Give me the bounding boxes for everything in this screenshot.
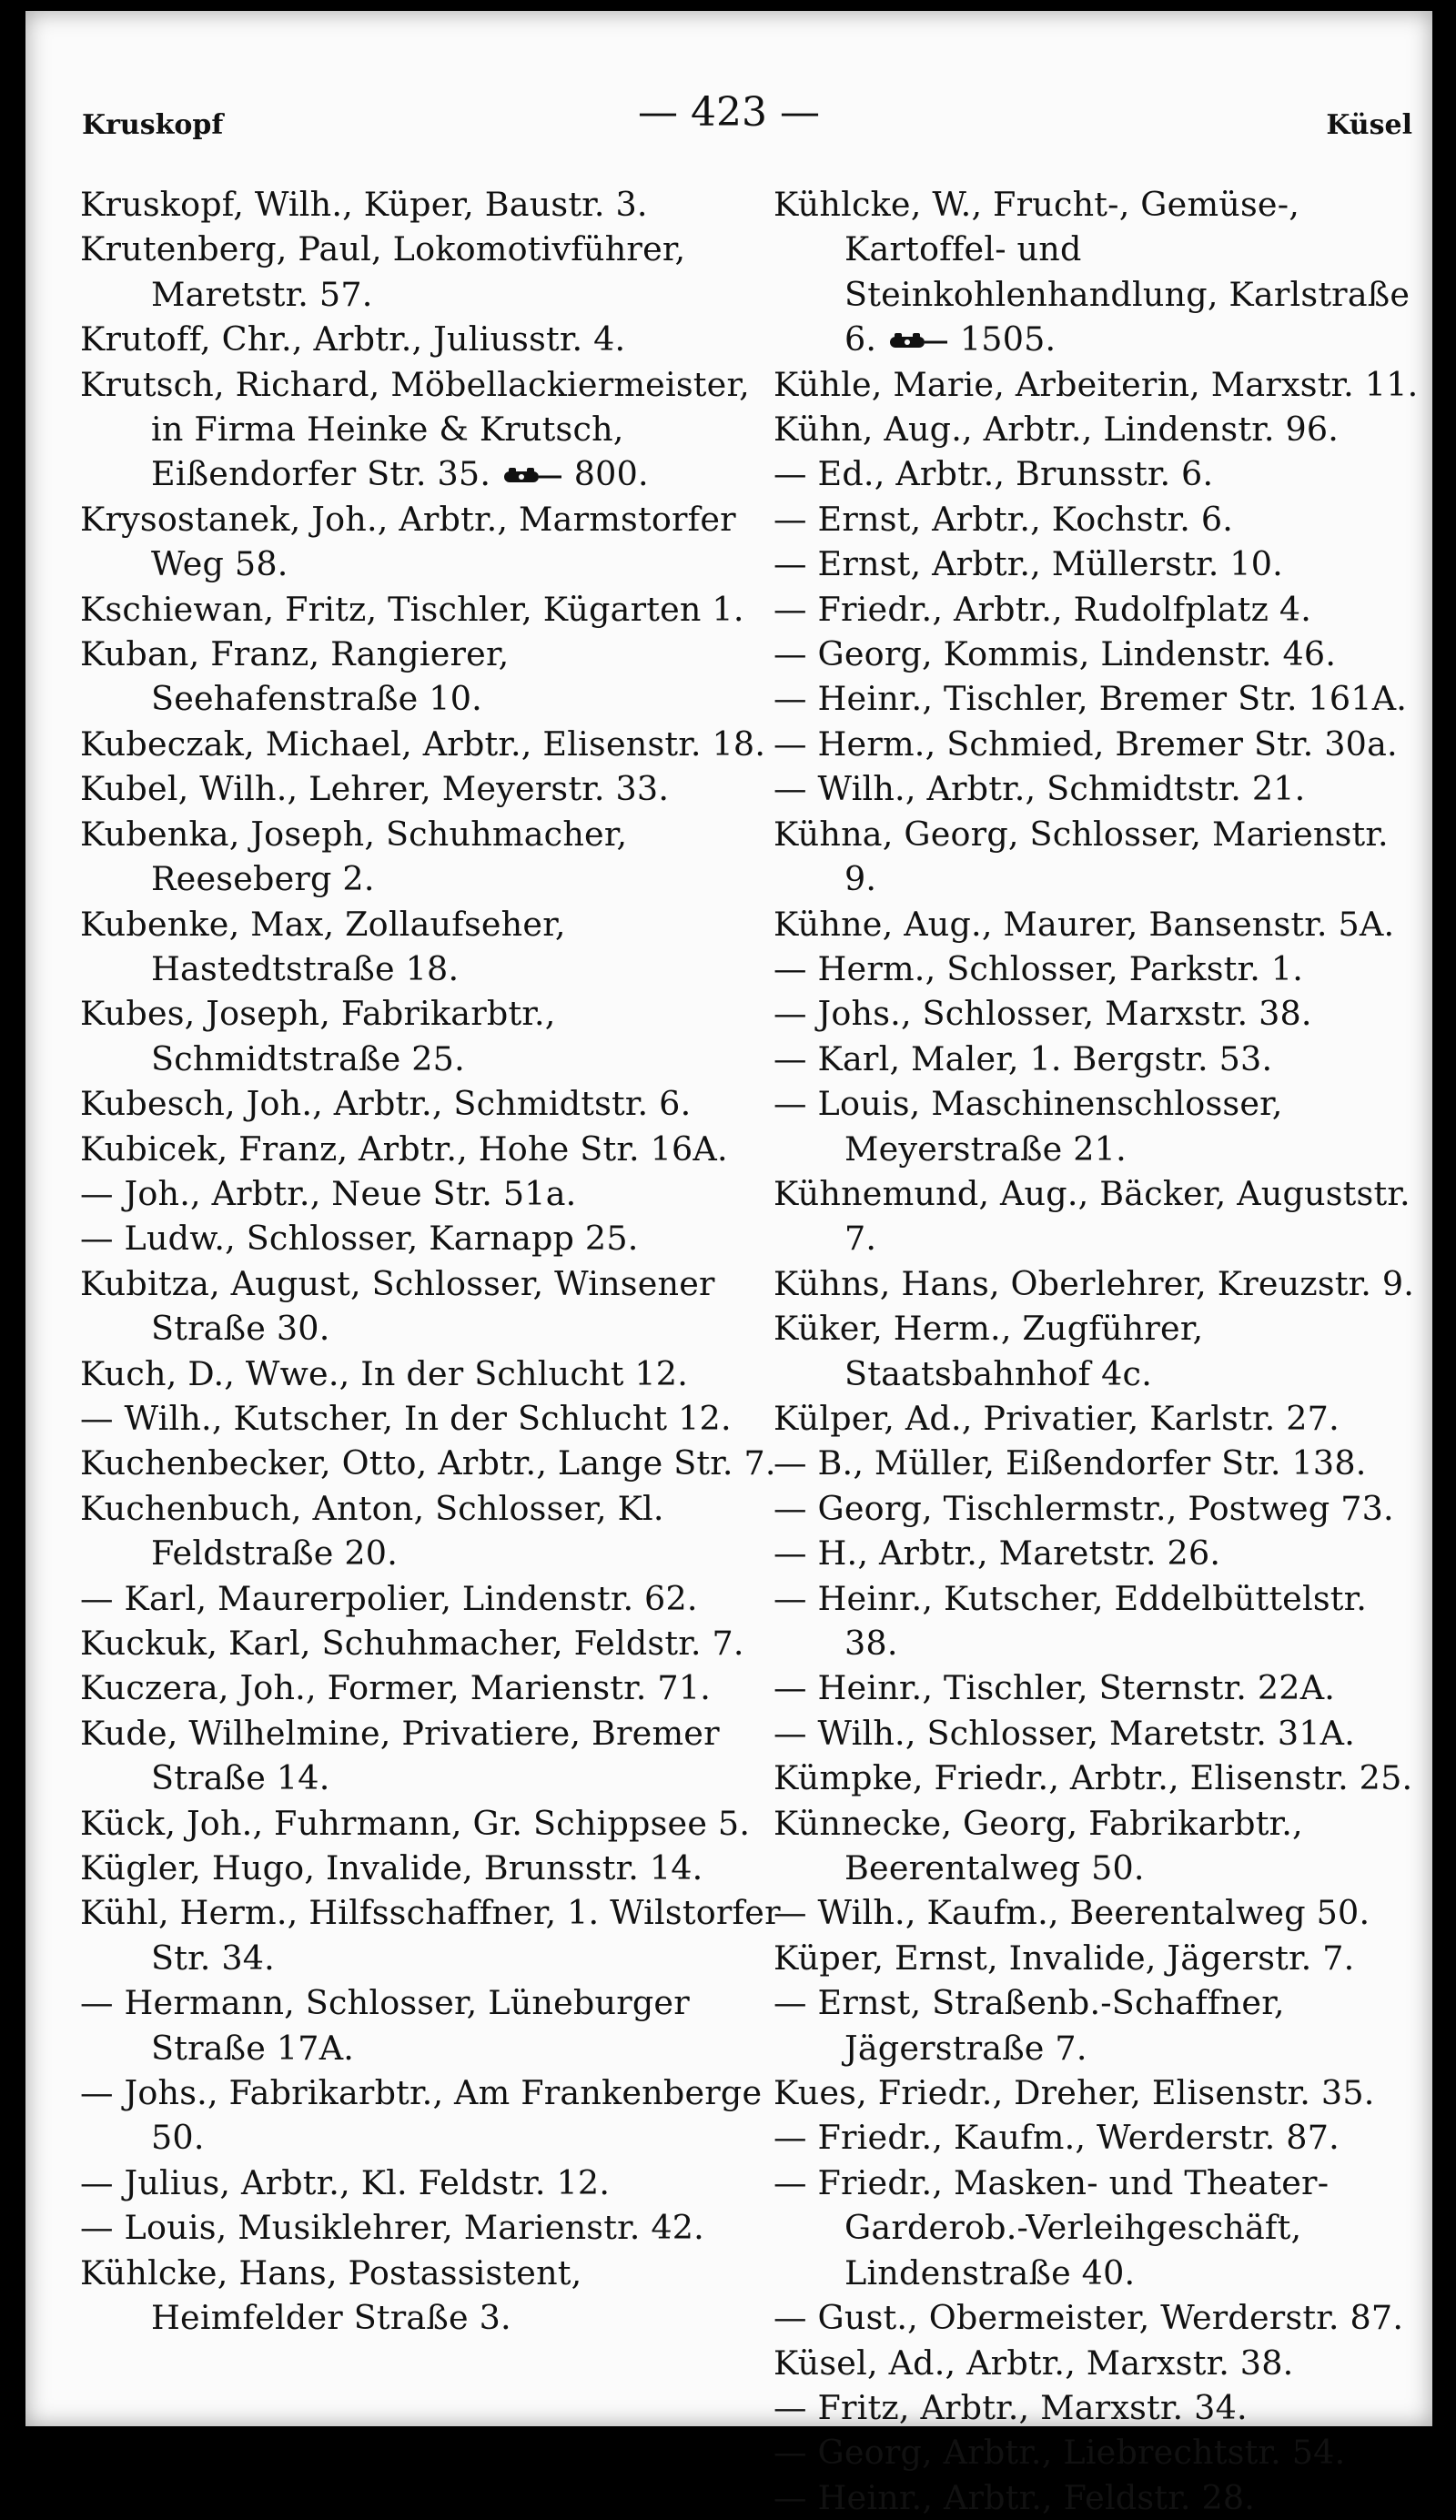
- entry-text: Krysostanek, Joh., Arbtr., Marmstorfer Weg 58.: [80, 499, 736, 584]
- entry-text: — B., Müller, Eißendorfer Str. 138.: [774, 1443, 1367, 1483]
- entry-text: Kubenke, Max, Zollaufseher, Hastedtstraße 18.: [80, 904, 566, 988]
- directory-entry: [80, 1980, 781, 2070]
- directory-entry: [774, 451, 1425, 496]
- entry-text: — Hermann, Schlosser, Lüneburger Straße 17A.: [80, 1983, 690, 2068]
- directory-entry: [774, 1171, 1425, 1261]
- directory-entry: [774, 766, 1425, 811]
- directory-entry: [774, 1980, 1425, 2070]
- directory-entry: [774, 1711, 1425, 1756]
- left-column: [80, 182, 781, 2341]
- directory-entry: [80, 1801, 781, 1846]
- entry-text: — Heinr., Kutscher, Eddelbüttelstr. 38.: [774, 1578, 1368, 1663]
- entry-text: — Johs., Fabrikarbtr., Am Frankenberge 50.: [80, 2073, 763, 2158]
- telephone-number: 1505.: [949, 319, 1057, 359]
- entry-text: — Georg, Arbtr., Liebrechtstr. 54.: [774, 2433, 1346, 2473]
- entry-text: — Johs., Schlosser, Marxstr. 38.: [774, 994, 1312, 1034]
- directory-entry: [80, 2161, 781, 2205]
- directory-entry: [774, 1756, 1425, 1800]
- entry-text: Kubes, Joseph, Fabrikarbtr., Schmidtstraße 25.: [80, 994, 556, 1078]
- telephone-icon: [501, 465, 563, 487]
- directory-entry: [774, 2475, 1425, 2520]
- directory-entry: [774, 946, 1425, 991]
- entry-text: — Wilh., Kutscher, In der Schlucht 12.: [80, 1398, 732, 1438]
- directory-entry: [774, 541, 1425, 586]
- directory-entry: [774, 632, 1425, 676]
- directory-entry: [774, 812, 1425, 902]
- directory-entry: [80, 1216, 781, 1260]
- directory-entry: [774, 1801, 1425, 1891]
- entry-text: Kühlcke, W., Frucht-, Gemüse-, Kartoffel- und Steinkohlenhandlung, Karlstraße 6.: [774, 185, 1410, 359]
- entry-text: Kühlcke, Hans, Postassistent, Heimfelder Straße 3.: [80, 2252, 582, 2338]
- entry-text: Kühna, Georg, Schlosser, Marienstr. 9.: [774, 814, 1389, 899]
- directory-entry: [80, 1890, 781, 1980]
- entry-text: Kubicek, Franz, Arbtr., Hohe Str. 16A.: [80, 1128, 728, 1169]
- entry-text: Kuch, D., Wwe., In der Schlucht 12.: [80, 1353, 689, 1393]
- directory-entry: [80, 1846, 781, 1890]
- entry-text: Kuckuk, Karl, Schuhmacher, Feldstr. 7.: [80, 1624, 744, 1663]
- entry-text: — Ludw., Schlosser, Karnapp 25.: [80, 1219, 639, 1259]
- directory-entry: [774, 722, 1425, 766]
- directory-entry: [80, 766, 781, 811]
- entry-text: Kubeczak, Michael, Arbtr., Elisenstr. 18.: [80, 724, 766, 764]
- entry-text: — Friedr., Arbtr., Rudolfplatz 4.: [774, 589, 1312, 629]
- page-header: [25, 11, 1432, 157]
- directory-entry: [80, 182, 781, 227]
- entry-text: Kühl, Herm., Hilfsschaffner, 1. Wilstorfer Str. 34.: [80, 1893, 781, 1978]
- directory-entry: [774, 1665, 1425, 1710]
- entry-text: — Friedr., Kaufm., Werderstr. 87.: [774, 2118, 1340, 2158]
- entry-text: Kühne, Aug., Maurer, Bansenstr. 5A.: [774, 904, 1395, 944]
- directory-entry: [80, 812, 781, 902]
- directory-entry: [80, 1576, 781, 1621]
- entry-text: Kühnemund, Aug., Bäcker, Auguststr. 7.: [774, 1173, 1410, 1259]
- directory-entry: [80, 902, 781, 992]
- entry-text: — Heinr., Tischler, Bremer Str. 161A.: [774, 679, 1408, 719]
- entry-text: — Georg, Tischlermstr., Postweg 73.: [774, 1488, 1394, 1528]
- entry-text: Küsel, Ad., Arbtr., Marxstr. 38.: [774, 2343, 1294, 2383]
- entry-text: — Fritz, Arbtr., Marxstr. 34.: [774, 2387, 1248, 2427]
- directory-entry: [80, 587, 781, 632]
- right-column: [774, 182, 1425, 2520]
- directory-entry: [80, 1441, 781, 1485]
- entry-text: — Joh., Arbtr., Neue Str. 51a.: [80, 1173, 577, 1213]
- entry-text: Kubesch, Joh., Arbtr., Schmidtstr. 6.: [80, 1084, 692, 1124]
- directory-entry: [774, 362, 1425, 407]
- entry-text: — Herm., Schmied, Bremer Str. 30a.: [774, 724, 1398, 764]
- page-number: — 423 —: [638, 89, 820, 136]
- directory-entry: [80, 227, 781, 317]
- directory-entry: [774, 1531, 1425, 1575]
- entry-text: — Friedr., Masken- und Theater-Garderob.-Verleihgeschäft, Lindenstraße 40.: [774, 2162, 1330, 2292]
- directory-entry: [774, 2295, 1425, 2340]
- directory-entry: [774, 2115, 1425, 2160]
- directory-entry: [774, 1576, 1425, 1666]
- entry-text: — Wilh., Schlosser, Maretstr. 31A.: [774, 1713, 1356, 1753]
- directory-entry: [80, 722, 781, 766]
- running-head-left: Kruskopf: [82, 109, 224, 141]
- directory-entry: [80, 1261, 781, 1351]
- entry-text: Küker, Herm., Zugführer, Staatsbahnhof 4c.: [774, 1309, 1204, 1393]
- directory-entry: [774, 1486, 1425, 1531]
- directory-entry: [774, 2385, 1425, 2430]
- directory-entry: [774, 497, 1425, 541]
- directory-entry: [774, 1936, 1425, 1980]
- directory-entry: [774, 2341, 1425, 2385]
- entry-text: Kück, Joh., Fuhrmann, Gr. Schippsee 5.: [80, 1803, 751, 1843]
- directory-entry: [80, 1665, 781, 1710]
- entry-text: Kuchenbecker, Otto, Arbtr., Lange Str. 7.: [80, 1443, 776, 1483]
- entry-text: — Heinr., Arbtr., Feldstr. 28.: [774, 2477, 1256, 2517]
- directory-entry: [774, 1261, 1425, 1306]
- entry-text: — Wilh., Arbtr., Schmidtstr. 21.: [774, 769, 1306, 809]
- directory-entry: [774, 1396, 1425, 1441]
- directory-entry: [774, 2070, 1425, 2115]
- entry-text: — Ed., Arbtr., Brunsstr. 6.: [774, 454, 1214, 494]
- directory-entry: [80, 991, 781, 1081]
- directory-entry: [80, 2251, 781, 2341]
- directory-entry: [80, 1127, 781, 1171]
- entry-text: Kubitza, August, Schlosser, Winsener Straße 30.: [80, 1263, 715, 1349]
- entry-text: Kude, Wilhelmine, Privatiere, Bremer Straße 14.: [80, 1713, 720, 1798]
- entry-text: — Julius, Arbtr., Kl. Feldstr. 12.: [80, 2162, 611, 2202]
- entry-text: Krutenberg, Paul, Lokomotivführer, Maretstr. 57.: [80, 229, 686, 314]
- entry-text: Krutsch, Richard, Möbellackiermeister, in Firma Heinke & Krutsch, Eißendorfer Str. 35.: [80, 364, 750, 494]
- entry-text: Kühle, Marie, Arbeiterin, Marxstr. 11.: [774, 364, 1419, 404]
- directory-entry: [774, 676, 1425, 721]
- directory-entry: [80, 497, 781, 587]
- entry-text: — Louis, Maschinenschlosser, Meyerstraße 21.: [774, 1084, 1283, 1169]
- directory-page: [25, 11, 1432, 2517]
- entry-text: Künnecke, Georg, Fabrikarbtr., Beerentalweg 50.: [774, 1803, 1303, 1888]
- directory-entry: [80, 317, 781, 361]
- telephone-number: 800.: [562, 454, 649, 494]
- entry-text: — Georg, Kommis, Lindenstr. 46.: [774, 634, 1337, 674]
- directory-entry: [80, 1171, 781, 1216]
- directory-entry: [80, 362, 781, 497]
- directory-entry: [774, 1441, 1425, 1485]
- entry-text: Kügler, Hugo, Invalide, Brunsstr. 14.: [80, 1848, 703, 1888]
- entry-text: Külper, Ad., Privatier, Karlstr. 27.: [774, 1398, 1340, 1438]
- directory-entry: [80, 1486, 781, 1576]
- entry-text: — Ernst, Straßenb.-Schaffner, Jägerstraße 7.: [774, 1983, 1285, 2068]
- directory-entry: [774, 1081, 1425, 1171]
- entry-text: — Ernst, Arbtr., Kochstr. 6.: [774, 499, 1234, 539]
- entry-text: Kubenka, Joseph, Schuhmacher, Reeseberg 2.: [80, 814, 628, 899]
- directory-entry: [80, 632, 781, 722]
- entry-text: — H., Arbtr., Maretstr. 26.: [774, 1533, 1221, 1574]
- directory-entry: [80, 1711, 781, 1801]
- directory-entry: [80, 1396, 781, 1441]
- entry-text: Kues, Friedr., Dreher, Elisenstr. 35.: [774, 2073, 1375, 2113]
- directory-entry: [774, 407, 1425, 451]
- telephone-icon: [887, 330, 949, 352]
- entry-text: Kühn, Aug., Arbtr., Lindenstr. 96.: [774, 410, 1340, 450]
- entry-text: Kubel, Wilh., Lehrer, Meyerstr. 33.: [80, 769, 670, 809]
- directory-entry: [774, 587, 1425, 632]
- entry-text: — Louis, Musiklehrer, Marienstr. 42.: [80, 2208, 704, 2248]
- entry-text: Kühns, Hans, Oberlehrer, Kreuzstr. 9.: [774, 1263, 1415, 1303]
- directory-entry: [80, 1351, 781, 1396]
- entry-text: Krutoff, Chr., Arbtr., Juliusstr. 4.: [80, 319, 626, 359]
- entry-text: — Wilh., Kaufm., Beerentalweg 50.: [774, 1893, 1370, 1933]
- entry-text: — Karl, Maurerpolier, Lindenstr. 62.: [80, 1578, 698, 1618]
- entry-text: Kuban, Franz, Rangierer, Seehafenstraße 10.: [80, 634, 510, 719]
- entry-text: Kschiewan, Fritz, Tischler, Kügarten 1.: [80, 589, 744, 629]
- entry-text: — Gust., Obermeister, Werderstr. 87.: [774, 2298, 1404, 2338]
- directory-entry: [774, 182, 1425, 362]
- entry-text: — Heinr., Tischler, Sternstr. 22A.: [774, 1668, 1336, 1708]
- directory-entry: [774, 991, 1425, 1036]
- directory-entry: [80, 2205, 781, 2250]
- directory-entry: [774, 1890, 1425, 1935]
- directory-entry: [774, 902, 1425, 946]
- directory-entry: [80, 2070, 781, 2161]
- entry-text: Kuchenbuch, Anton, Schlosser, Kl. Feldstraße 20.: [80, 1488, 664, 1574]
- directory-entry: [80, 1621, 781, 1665]
- running-head-right: Küsel: [1326, 109, 1412, 141]
- entry-text: Küper, Ernst, Invalide, Jägerstr. 7.: [774, 1938, 1355, 1978]
- directory-entry: [774, 2161, 1425, 2295]
- entry-text: Kuczera, Joh., Former, Marienstr. 71.: [80, 1668, 712, 1708]
- entry-text: — Herm., Schlosser, Parkstr. 1.: [774, 948, 1304, 988]
- directory-entry: [80, 1081, 781, 1126]
- directory-entry: [774, 1306, 1425, 1396]
- entry-text: — Ernst, Arbtr., Müllerstr. 10.: [774, 544, 1283, 584]
- directory-entry: [774, 1037, 1425, 1081]
- entry-text: — Karl, Maler, 1. Bergstr. 53.: [774, 1038, 1273, 1078]
- entry-text: Kümpke, Friedr., Arbtr., Elisenstr. 25.: [774, 1758, 1413, 1798]
- directory-entry: [774, 2430, 1425, 2474]
- entry-text: Kruskopf, Wilh., Küper, Baustr. 3.: [80, 185, 648, 224]
